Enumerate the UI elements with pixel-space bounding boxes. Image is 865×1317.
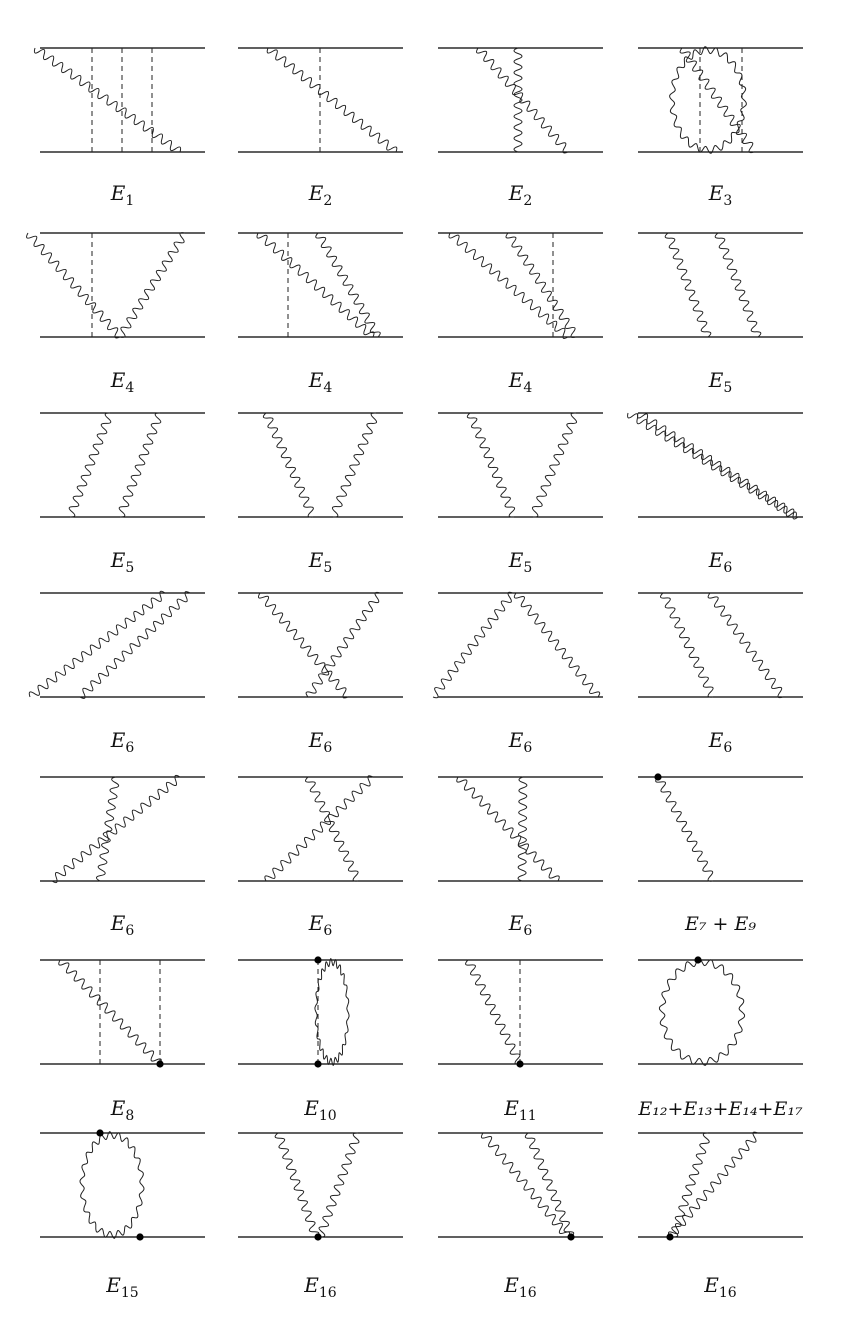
diagram-caption bbox=[708, 548, 733, 576]
caption-label: E₇ + E₉ bbox=[685, 913, 756, 935]
photon-line bbox=[34, 48, 180, 152]
diagram-caption bbox=[508, 181, 533, 209]
photon-loop bbox=[670, 47, 747, 154]
photon-line bbox=[466, 960, 520, 1064]
caption-label: E bbox=[504, 1096, 519, 1120]
diagram-caption bbox=[110, 181, 135, 209]
vertex-dot bbox=[156, 1060, 163, 1067]
diagram-28 bbox=[638, 1132, 803, 1301]
diagram-4 bbox=[638, 47, 803, 209]
photon-line bbox=[267, 48, 397, 152]
diagram-caption bbox=[637, 1098, 803, 1120]
photon-loop bbox=[80, 1132, 144, 1239]
photon-line bbox=[715, 233, 761, 337]
caption-subscript: 10 bbox=[318, 1108, 337, 1124]
diagram-15 bbox=[433, 592, 603, 756]
diagram-caption bbox=[703, 1273, 737, 1301]
caption-subscript: 2 bbox=[523, 193, 533, 209]
diagram-6 bbox=[238, 233, 403, 396]
diagram-13 bbox=[29, 591, 205, 756]
diagram-caption bbox=[308, 368, 333, 396]
caption-subscript: 5 bbox=[523, 560, 533, 576]
diagram-caption bbox=[110, 911, 135, 939]
diagram-caption bbox=[110, 548, 135, 576]
diagram-14 bbox=[238, 592, 403, 756]
caption-subscript: 6 bbox=[125, 740, 135, 756]
diagram-caption bbox=[105, 1273, 138, 1301]
caption-label: E bbox=[508, 728, 524, 752]
diagram-2 bbox=[238, 48, 403, 209]
caption-subscript: 6 bbox=[723, 560, 733, 576]
diagram-caption bbox=[508, 728, 533, 756]
caption-subscript: 6 bbox=[723, 740, 733, 756]
caption-label: E bbox=[704, 1273, 719, 1297]
caption-label: E bbox=[508, 548, 524, 572]
diagram-20 bbox=[638, 773, 803, 935]
vertex-dot bbox=[666, 1233, 673, 1240]
photon-line bbox=[532, 413, 576, 517]
diagram-5 bbox=[27, 233, 205, 396]
caption-subscript: 6 bbox=[125, 923, 135, 939]
caption-label: E bbox=[110, 728, 126, 752]
diagram-23 bbox=[438, 960, 603, 1124]
photon-line bbox=[258, 593, 348, 698]
vertex-dot bbox=[567, 1233, 574, 1240]
photon-line bbox=[257, 233, 374, 337]
photon-line bbox=[80, 592, 190, 699]
caption-subscript: 11 bbox=[518, 1108, 537, 1124]
photon-line bbox=[263, 413, 313, 517]
photon-line bbox=[120, 233, 185, 338]
photon-line bbox=[449, 233, 568, 338]
caption-subscript: 4 bbox=[125, 380, 135, 396]
vertex-dot bbox=[694, 956, 701, 963]
diagram-caption bbox=[708, 368, 733, 396]
caption-label: E bbox=[308, 181, 324, 205]
diagram-12 bbox=[628, 413, 803, 576]
photon-line bbox=[275, 1133, 319, 1237]
caption-subscript: 4 bbox=[323, 380, 333, 396]
caption-label: E bbox=[110, 181, 126, 205]
photon-line bbox=[27, 233, 120, 338]
photon-line bbox=[672, 1133, 709, 1237]
diagram-26 bbox=[238, 1133, 403, 1301]
photon-line bbox=[319, 1133, 359, 1237]
vertex-dot bbox=[516, 1060, 523, 1067]
diagram-caption bbox=[503, 1273, 537, 1301]
diagram-8 bbox=[638, 233, 803, 396]
photon-line bbox=[457, 777, 560, 881]
diagram-caption bbox=[308, 181, 333, 209]
photon-line bbox=[665, 233, 711, 337]
caption-label: E bbox=[708, 368, 724, 392]
photon-line bbox=[316, 233, 381, 337]
caption-subscript: 3 bbox=[723, 193, 733, 209]
diagram-3 bbox=[438, 48, 603, 209]
vertex-dot bbox=[96, 1129, 103, 1136]
caption-subscript: 16 bbox=[718, 1285, 737, 1301]
caption-label: E bbox=[308, 728, 324, 752]
caption-label: E bbox=[110, 1096, 126, 1120]
photon-line bbox=[514, 48, 522, 152]
caption-label: E bbox=[304, 1273, 319, 1297]
photon-line bbox=[680, 48, 754, 153]
photon-line bbox=[69, 413, 111, 517]
diagram-caption bbox=[110, 1096, 135, 1124]
caption-subscript: 8 bbox=[125, 1108, 135, 1124]
vertex-dot bbox=[314, 1233, 321, 1240]
caption-label: E bbox=[308, 368, 324, 392]
caption-subscript: 6 bbox=[523, 740, 533, 756]
caption-label: E bbox=[304, 1096, 319, 1120]
caption-label: E bbox=[508, 181, 524, 205]
vertex-dot bbox=[314, 1060, 321, 1067]
vertex-dot bbox=[136, 1233, 143, 1240]
diagram-27 bbox=[438, 1133, 603, 1301]
caption-subscript: 5 bbox=[323, 560, 333, 576]
caption-label: E bbox=[508, 368, 524, 392]
caption-subscript: 6 bbox=[323, 923, 333, 939]
diagram-22 bbox=[238, 956, 403, 1124]
photon-line bbox=[59, 960, 162, 1064]
diagram-caption bbox=[508, 548, 533, 576]
caption-label: E bbox=[708, 728, 724, 752]
photon-line bbox=[306, 592, 380, 697]
diagram-caption bbox=[708, 181, 733, 209]
diagram-19 bbox=[438, 777, 603, 939]
diagram-caption bbox=[503, 1096, 536, 1124]
caption-subscript: 4 bbox=[523, 380, 533, 396]
photon-line bbox=[668, 1132, 758, 1237]
photon-line bbox=[433, 592, 513, 698]
diagram-7 bbox=[438, 233, 603, 396]
diagram-caption bbox=[708, 728, 733, 756]
caption-subscript: 15 bbox=[120, 1285, 139, 1301]
caption-label: E bbox=[508, 911, 524, 935]
vertex-dot bbox=[654, 773, 661, 780]
photon-line bbox=[306, 777, 359, 881]
caption-label: E₁₂+E₁₃+E₁₄+E₁₇ bbox=[638, 1098, 803, 1120]
diagram-1 bbox=[34, 48, 205, 209]
caption-label: E bbox=[110, 368, 126, 392]
diagram-25 bbox=[40, 1129, 205, 1301]
photon-line bbox=[332, 413, 376, 517]
caption-label: E bbox=[110, 548, 126, 572]
photon-line bbox=[518, 777, 527, 881]
diagram-16 bbox=[638, 593, 803, 756]
caption-label: E bbox=[106, 1273, 121, 1297]
diagram-21 bbox=[40, 960, 205, 1124]
diagram-caption bbox=[508, 368, 533, 396]
diagram-caption bbox=[110, 728, 135, 756]
photon-loop bbox=[659, 959, 744, 1066]
photon-line bbox=[628, 413, 797, 517]
diagram-caption bbox=[508, 911, 533, 939]
photon-line bbox=[481, 1133, 569, 1237]
caption-subscript: 6 bbox=[523, 923, 533, 939]
photon-line bbox=[661, 593, 714, 697]
diagram-11 bbox=[438, 413, 603, 576]
photon-line bbox=[525, 1133, 573, 1237]
caption-label: E bbox=[504, 1273, 519, 1297]
caption-subscript: 5 bbox=[125, 560, 135, 576]
diagram-caption bbox=[303, 1096, 336, 1124]
caption-subscript: 6 bbox=[323, 740, 333, 756]
diagram-17 bbox=[40, 775, 205, 939]
photon-line bbox=[708, 593, 783, 698]
photon-line bbox=[467, 413, 514, 517]
caption-subscript: 2 bbox=[323, 193, 333, 209]
diagram-caption bbox=[308, 728, 333, 756]
caption-label: E bbox=[708, 548, 724, 572]
caption-subscript: 1 bbox=[125, 193, 135, 209]
photon-line bbox=[29, 591, 165, 697]
photon-line bbox=[656, 777, 713, 881]
caption-label: E bbox=[308, 548, 324, 572]
photon-line bbox=[52, 775, 180, 882]
caption-subscript: 5 bbox=[723, 380, 733, 396]
diagram-18 bbox=[238, 776, 403, 939]
photon-line bbox=[119, 413, 161, 517]
diagram-10 bbox=[238, 413, 403, 576]
diagram-caption bbox=[308, 911, 333, 939]
diagram-caption bbox=[308, 548, 333, 576]
photon-loop bbox=[315, 959, 349, 1066]
diagram-24 bbox=[637, 956, 803, 1120]
photon-line bbox=[514, 593, 599, 697]
caption-label: E bbox=[308, 911, 324, 935]
diagram-caption bbox=[303, 1273, 337, 1301]
diagram-9 bbox=[40, 413, 205, 576]
caption-subscript: 16 bbox=[318, 1285, 337, 1301]
diagram-caption bbox=[110, 368, 135, 396]
photon-line bbox=[96, 777, 118, 881]
caption-subscript: 16 bbox=[518, 1285, 537, 1301]
photon-line bbox=[637, 413, 798, 519]
photon-line bbox=[506, 233, 576, 338]
vertex-dot bbox=[314, 956, 321, 963]
diagram-caption bbox=[684, 913, 756, 935]
caption-label: E bbox=[110, 911, 126, 935]
caption-label: E bbox=[708, 181, 724, 205]
